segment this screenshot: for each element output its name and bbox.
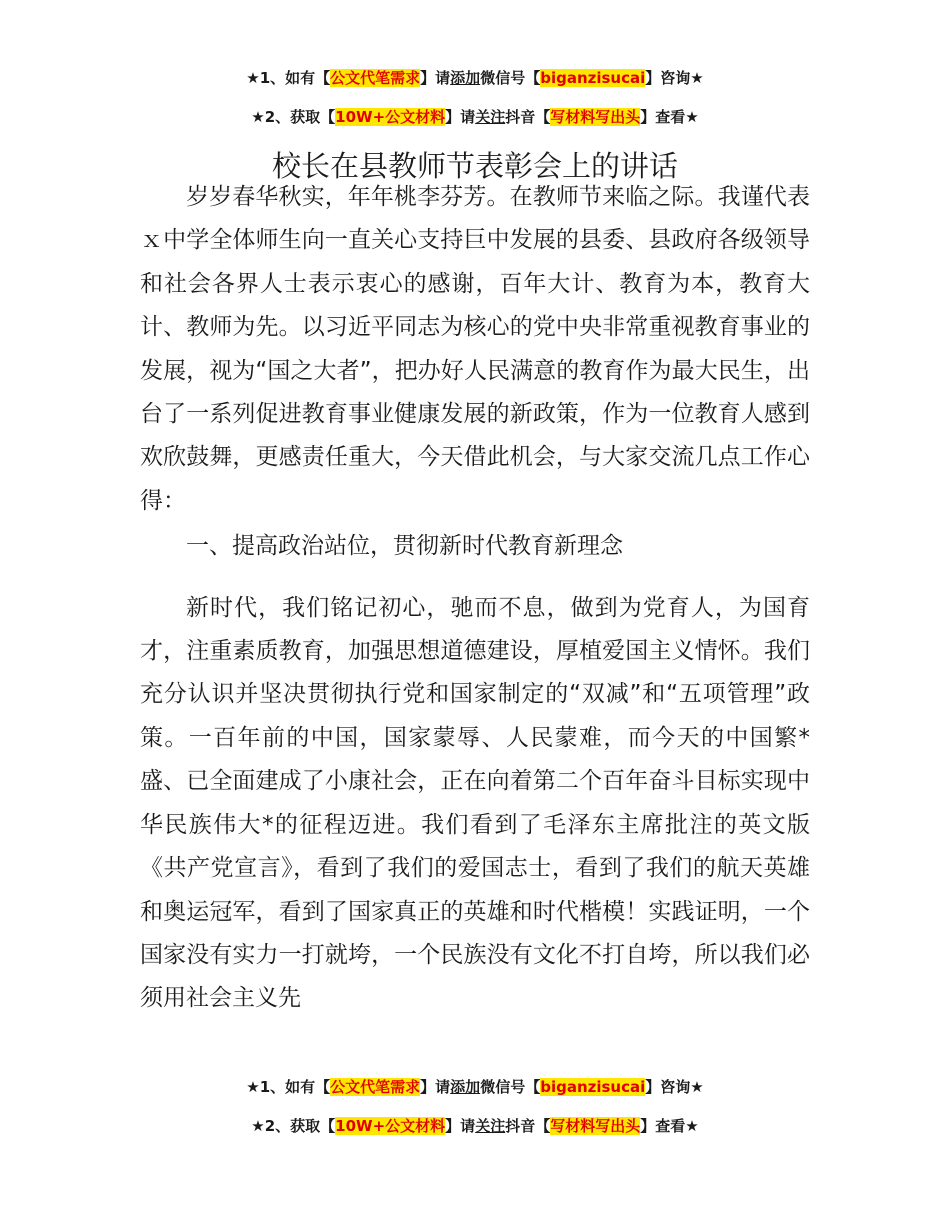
star-icon: ★ [685,1117,699,1135]
banner-highlight: biganzisucai [540,69,646,87]
banner-text: 】咨询 [645,1078,691,1096]
banner-text: 2、获取【 [264,108,336,126]
paragraph: 新时代，我们铭记初心，驰而不息，做到为党育人，为国育才，注重素质教育，加强思想道德建设，厚植爱国主义情怀。我们充分认识并坚决贯彻执行党和国家制定的“双减”和“五项管理”政策。一百年前的中国，国家蒙辱、人民蒙难，而今天的中国繁*盛、已全面建成了小康社会，正在向着第二个百年奋斗目标实现中华民族伟大*的征程迈进。我们看到了毛泽东主席批注的英文版《共产党宣言》，看到了我们的爱国志士，看到了我们的航天英雄和奥运冠军，看到了国家真正的英雄和时代楷模！实践证明，一个国家没有实力一打就垮，一个民族没有文化不打自垮，所以我们必须用社会主义先 [140,594,810,1012]
bottom-banner-line-1 [0,1077,950,1097]
star-icon: ★ [690,69,704,87]
banner-text: 微信号【 [480,1078,541,1096]
banner-text: 抖音【 [505,108,551,126]
banner-text: 1、如有【 [259,69,331,87]
banner-highlight: 写材料写出头 [550,1117,641,1135]
banner-highlight: 公文代笔需求 [330,1078,421,1096]
bottom-banner-line-2 [0,1116,950,1136]
banner-underlined-text: 添加 [450,69,481,87]
banner-text: 】请 [420,69,451,87]
banner-text: 】咨询 [645,69,691,87]
star-icon: ★ [246,69,260,87]
banner-text: 】查看 [640,1117,686,1135]
banner-text: 2、获取【 [264,1117,336,1135]
star-icon: ★ [246,1078,260,1096]
banner-text: 】请 [445,108,476,126]
banner-highlight: biganzisucai [540,1078,646,1096]
section-heading: 一、提高政治站位，贯彻新时代教育新理念 [186,533,623,560]
banner-text: 】查看 [640,108,686,126]
banner-text: 】请 [445,1117,476,1135]
banner-text: 抖音【 [505,1117,551,1135]
paragraph: 岁岁春华秋实，年年桃李芬芳。在教师节来临之际。我谨代表ｘ中学全体师生向一直关心支持巨中发展的县委、县政府各级领导和社会各界人士表示衷心的感谢，百年大计、教育为本，教育大计、教师为先。以习近平同志为核心的党中央非常重视教育事业的发展，视为“国之大者”，把办好人民满意的教育作为最大民生，出台了一系列促进教育事业健康发展的新政策，作为一位教育人感到欢欣鼓舞，更感责任重大，今天借此机会，与大家交流几点工作心得： [140,184,810,514]
document-body [140,176,810,1021]
top-banner-line-1 [0,68,950,88]
banner-text: 】请 [420,1078,451,1096]
banner-text: 1、如有【 [259,1078,331,1096]
banner-text: 微信号【 [480,69,541,87]
banner-highlight: 10W+公文材料 [335,1117,446,1135]
banner-highlight: 公文代笔需求 [330,69,421,87]
top-banner-line-2 [0,107,950,127]
banner-underlined-text: 关注 [475,1117,506,1135]
star-icon: ★ [690,1078,704,1096]
banner-underlined-text: 关注 [475,108,506,126]
banner-highlight: 写材料写出头 [550,108,641,126]
banner-underlined-text: 添加 [450,1078,481,1096]
document-title: 校长在县教师节表彰会上的讲话 [271,149,678,183]
star-icon: ★ [251,1117,265,1135]
banner-highlight: 10W+公文材料 [335,108,446,126]
star-icon: ★ [685,108,699,126]
star-icon: ★ [251,108,265,126]
